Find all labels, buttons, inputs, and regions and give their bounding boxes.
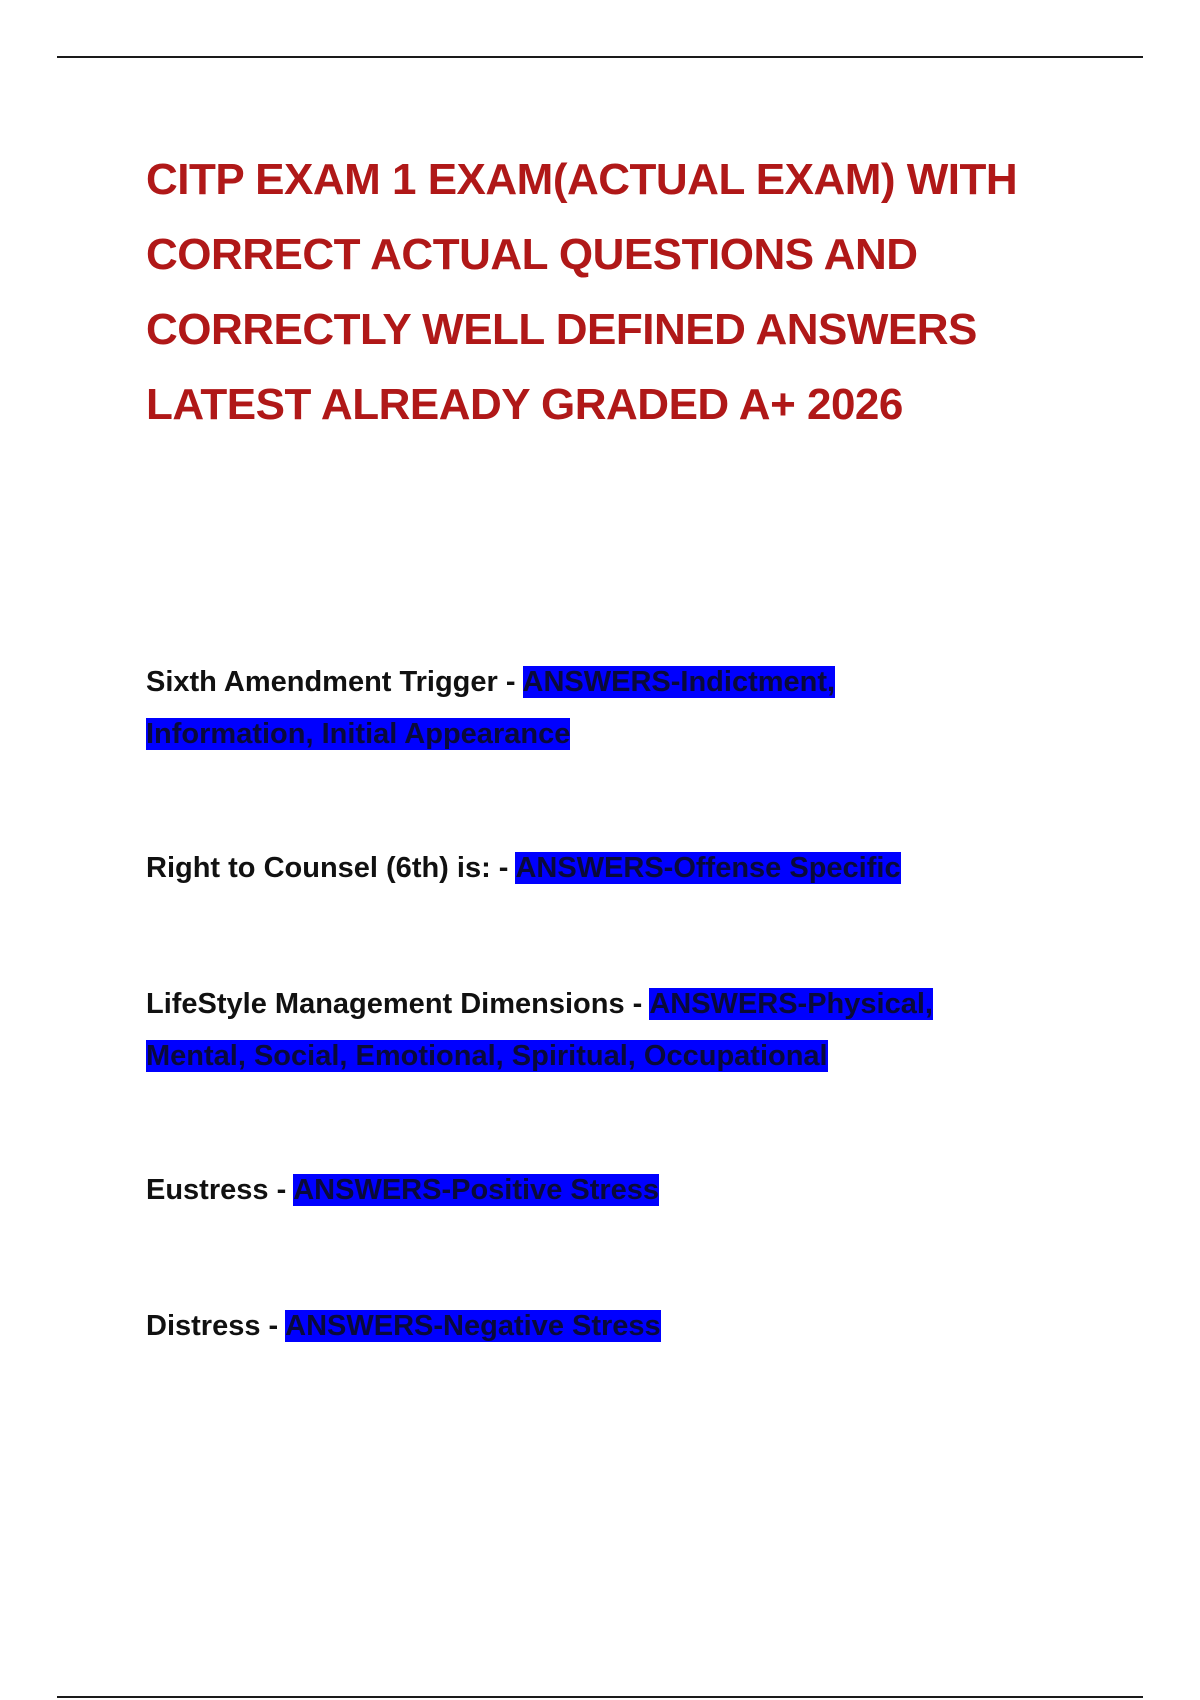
- qa-separator: -: [497, 666, 523, 698]
- qa-question: Distress: [146, 1310, 261, 1342]
- qa-answer: ANSWERS-Negative Stress: [285, 1310, 661, 1342]
- qa-item: [146, 842, 1006, 894]
- bottom-rule: [57, 1696, 1143, 1698]
- qa-question: Right to Counsel (6th) is:: [146, 852, 491, 884]
- qa-answer: ANSWERS-Indictment, Information, Initial Appearance: [146, 666, 836, 750]
- qa-question: LifeStyle Management Dimensions: [146, 988, 625, 1020]
- qa-separator: -: [490, 852, 516, 884]
- qa-answer: ANSWERS-Positive Stress: [293, 1174, 660, 1206]
- qa-separator: -: [624, 988, 650, 1020]
- qa-separator: -: [268, 1174, 294, 1206]
- qa-item: [146, 1164, 1006, 1216]
- document-title: CITP EXAM 1 EXAM(ACTUAL EXAM) WITH CORRECT ACTUAL QUESTIONS AND CORRECTLY WELL DEFINED ANSWERS LATEST ALREADY GRADED A+ 2026: [146, 155, 1018, 429]
- qa-question: Sixth Amendment Trigger: [146, 666, 498, 698]
- qa-answer: ANSWERS-Physical, Mental, Social, Emotional, Spiritual, Occupational: [146, 988, 933, 1072]
- qa-item: [146, 656, 1006, 760]
- qa-item: [146, 1300, 1006, 1352]
- qa-separator: -: [260, 1310, 286, 1342]
- qa-answer: ANSWERS-Offense Specific: [515, 852, 901, 884]
- qa-item: [146, 978, 1006, 1082]
- qa-question: Eustress: [146, 1174, 269, 1206]
- top-rule: [57, 56, 1143, 58]
